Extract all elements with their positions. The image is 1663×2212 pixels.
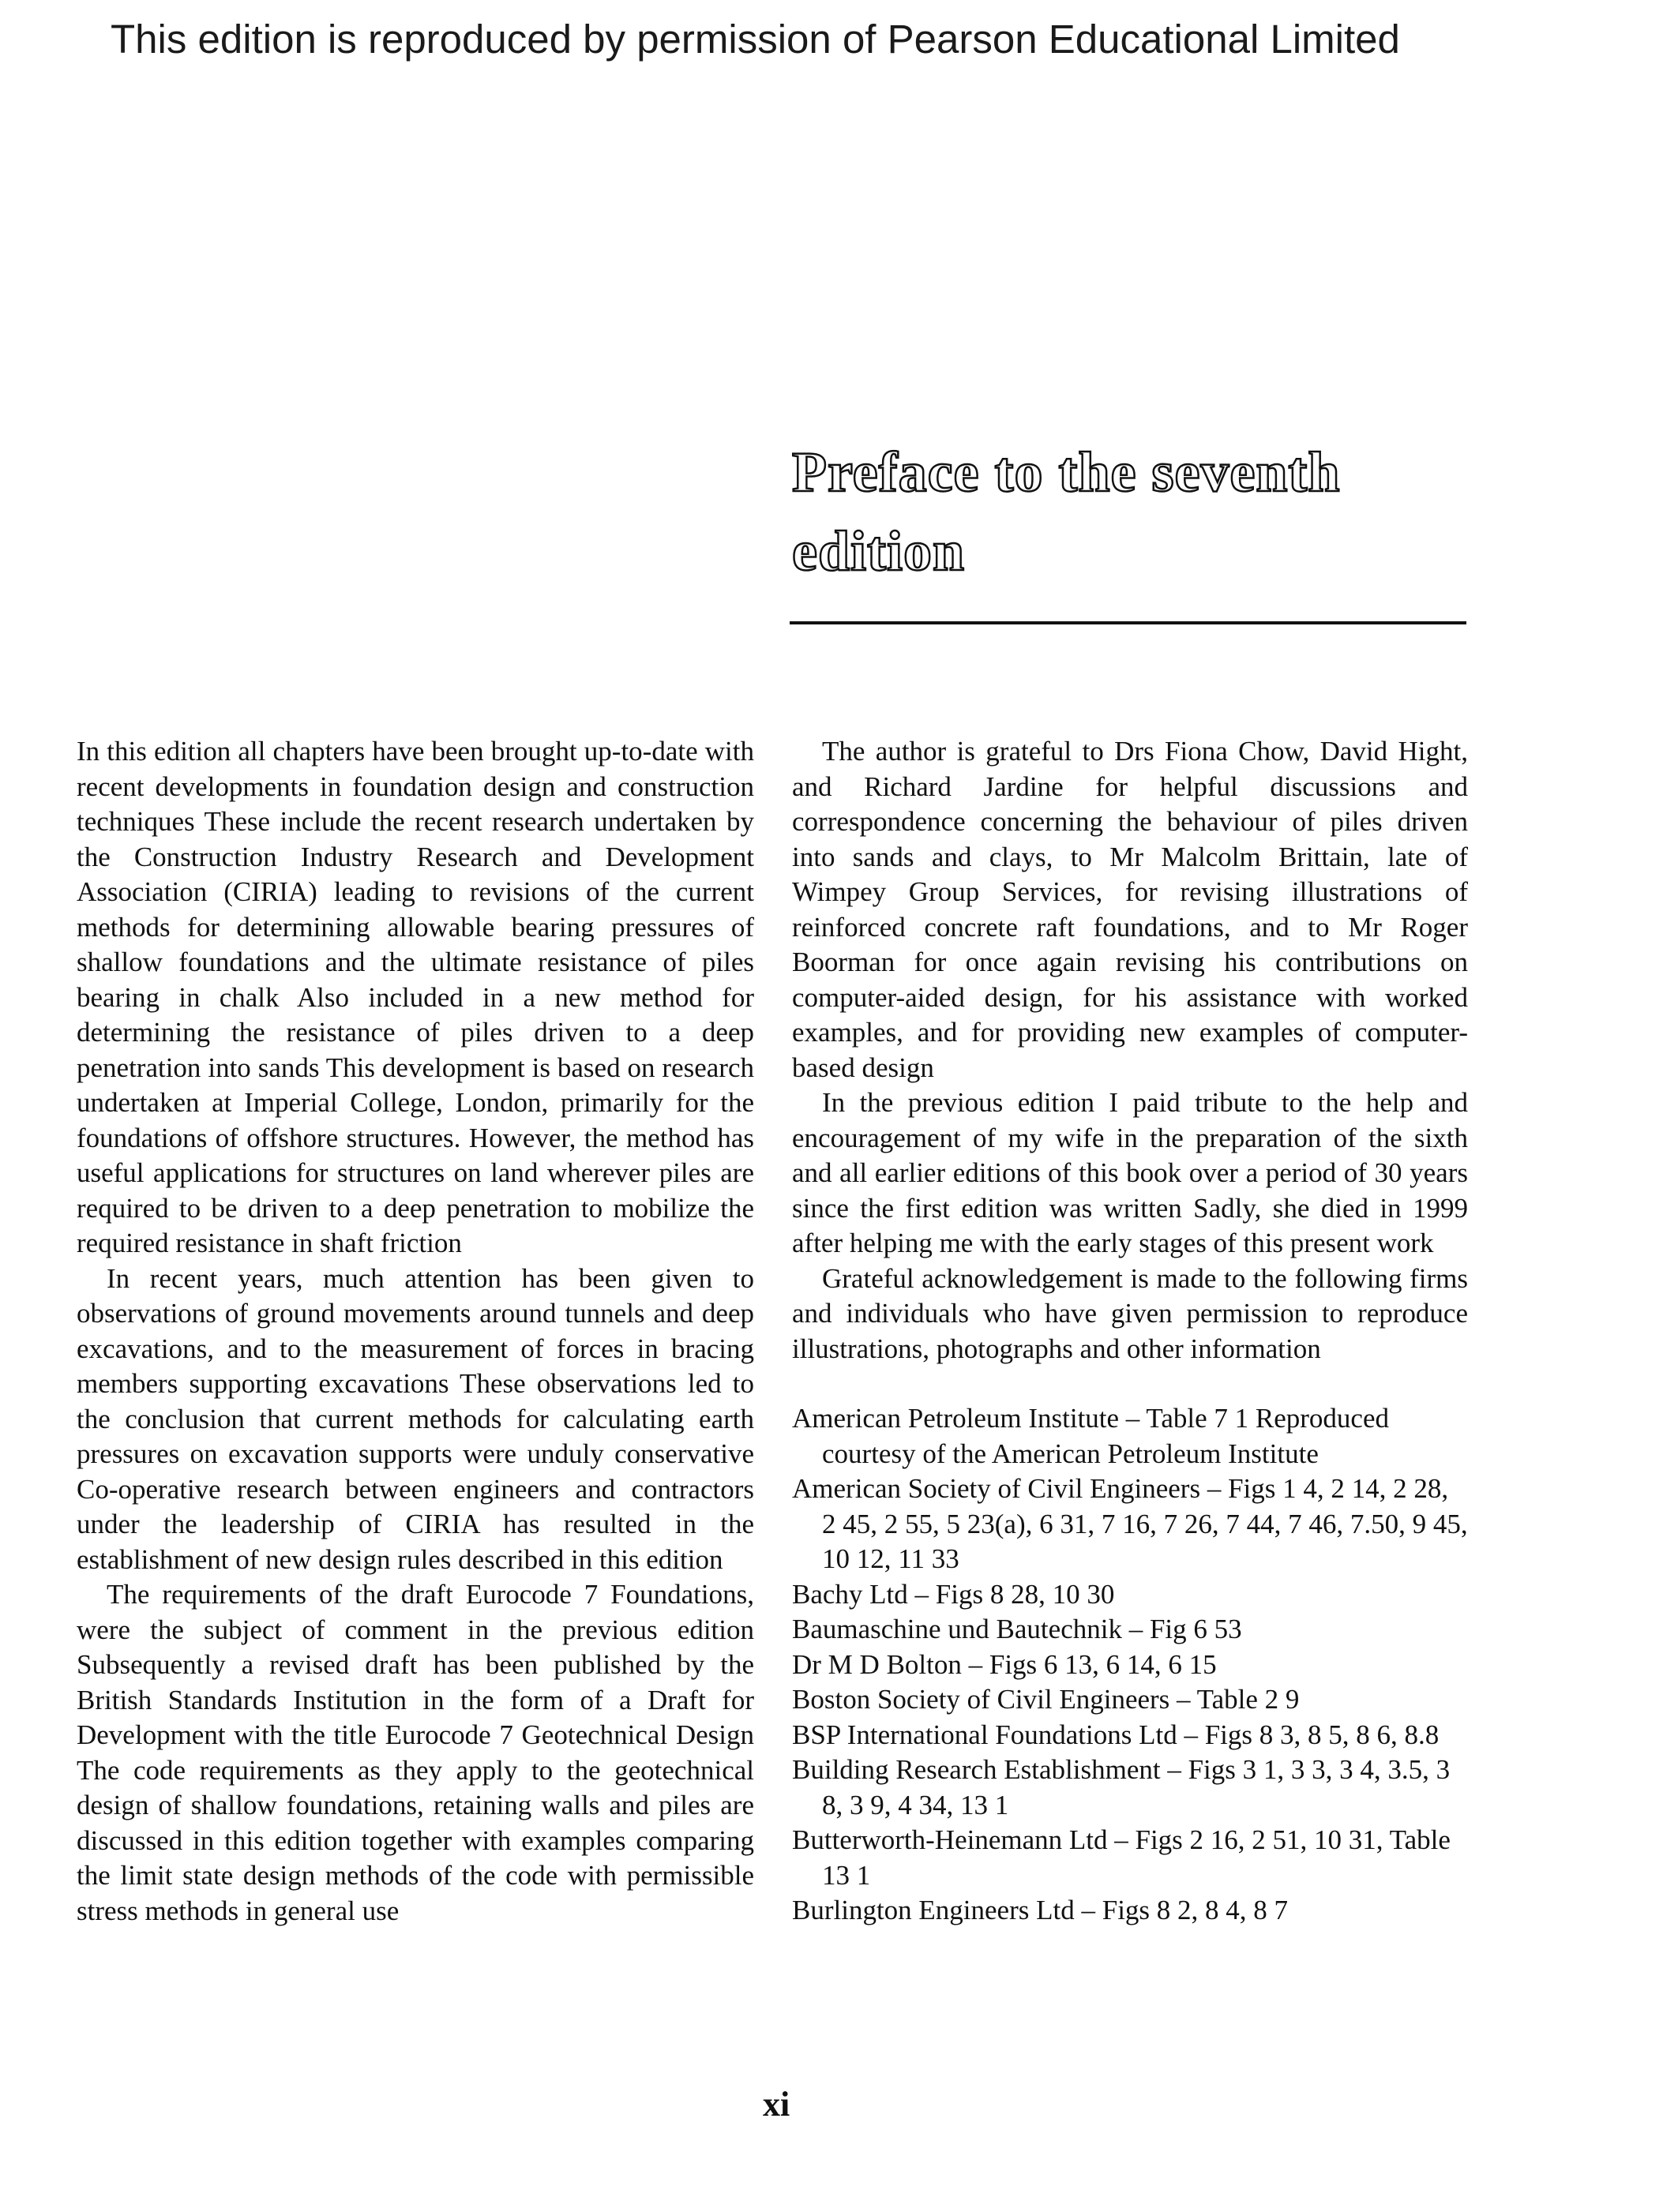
paragraph: The requirements of the draft Eurocode 7 Foundations, were the subject of comment in the previous edition Subsequently a revised draft has been published by the British Standards Institution in the form of a Draft for Development with the title Eurocode 7 Geotechnical Design The code requirements as they apply to the geotechnical design of shallow foundations, retaining walls and piles are discussed in this edition together with examples comparing the limit state design methods of the code with permissible stress methods in general use [77,1579,754,1926]
acknowledgement-entry: Dr M D Bolton – Figs 6 13, 6 14, 6 15 [792,1648,1217,1680]
acknowledgement-entry: American Petroleum Institute – Table 7 1 Reproduced courtesy of the American Petroleum Institute [792,1403,1390,1469]
acknowledgement-entry: Butterworth-Heinemann Ltd – Figs 2 16, 2 51, 10 31, Table 13 1 [792,1824,1451,1891]
permission-notice: This edition is reproduced by permission of Pearson Educational Limited [111,17,1400,62]
acknowledgement-entry: BSP International Foundations Ltd – Figs 8 3, 8 5, 8 6, 8.8 [792,1719,1440,1750]
acknowledgement-entry: American Society of Civil Engineers – Figs 1 4, 2 14, 2 28, 2 45, 2 55, 5 23(a), 6 31, 7 16, 7 26, 7 44, 7 46, 7.50, 9 45, 10 12, 11 33 [792,1473,1468,1574]
paragraph: The author is grateful to Drs Fiona Chow, David Hight, and Richard Jardine for helpful discussions and correspondence concerning the behaviour of piles driven into sands and clays, to Mr Malcolm Brittain, late of Wimpey Group Services, for revising illustrations of reinforced concrete raft foundations, and to Mr Roger Boorman for once again revising his contributions on computer-aided design, for his assistance with worked examples, and for providing new examples of computer-based design [792,736,1468,1083]
paragraph: In recent years, much attention has been given to observations of ground movements around tunnels and deep excavations, and to the measurement of forces in bracing members supporting excavations These observations led to the conclusion that current methods for calculating earth pressures on excavation supports were unduly conservative Co-operative research between engineers and contractors under the leadership of CIRIA has resulted in the establishment of new design rules described in this edition [77,1262,754,1575]
paragraph: In the previous edition I paid tribute to the help and encouragement of my wife in the preparation of the sixth and all earlier editions of this book over a period of 30 years since the first edition was written Sadly, she died in 1999 after helping me with the early stages of this present work [792,1087,1468,1258]
acknowledgement-list [792,1401,1468,1929]
acknowledgement-entry: Burlington Engineers Ltd – Figs 8 2, 8 4, 8 7 [792,1895,1289,1925]
page-title: Preface to the seventh edition [792,441,1341,583]
acknowledgement-entry: Building Research Establishment – Figs 3 1, 3 3, 3 4, 3.5, 3 8, 3 9, 4 34, 13 1 [792,1754,1451,1820]
acknowledgement-entry: Bachy Ltd – Figs 8 28, 10 30 [792,1578,1115,1610]
acknowledgement-entry: Boston Society of Civil Engineers – Table 2 9 [792,1684,1300,1715]
page-number: xi [763,2085,790,2124]
left-column [77,734,754,1929]
paragraph: Grateful acknowledgement is made to the following firms and individuals who have given permission to reproduce illustrations, photographs and other information [792,1262,1468,1364]
acknowledgement-entry: Baumaschine und Bautechnik – Fig 6 53 [792,1614,1242,1644]
title-divider [790,621,1466,624]
right-column [792,734,1468,1929]
paragraph: In this edition all chapters have been brought up-to-date with recent developments in foundation design and construction techniques These include the recent research undertaken by the Construction Industry Research and Development Association (CIRIA) leading to revisions of the current methods for determining allowable bearing pressures of shallow foundations and the ultimate resistance of piles bearing in chalk Also included in a new method for determining the resistance of piles driven to a deep penetration into sands This development is based on research undertaken at Imperial College, London, primarily for the foundations of offshore structures. However, the method has useful applications for structures on land wherever piles are required to be driven to a deep penetration to mobilize the required resistance in shaft friction [77,736,754,1258]
